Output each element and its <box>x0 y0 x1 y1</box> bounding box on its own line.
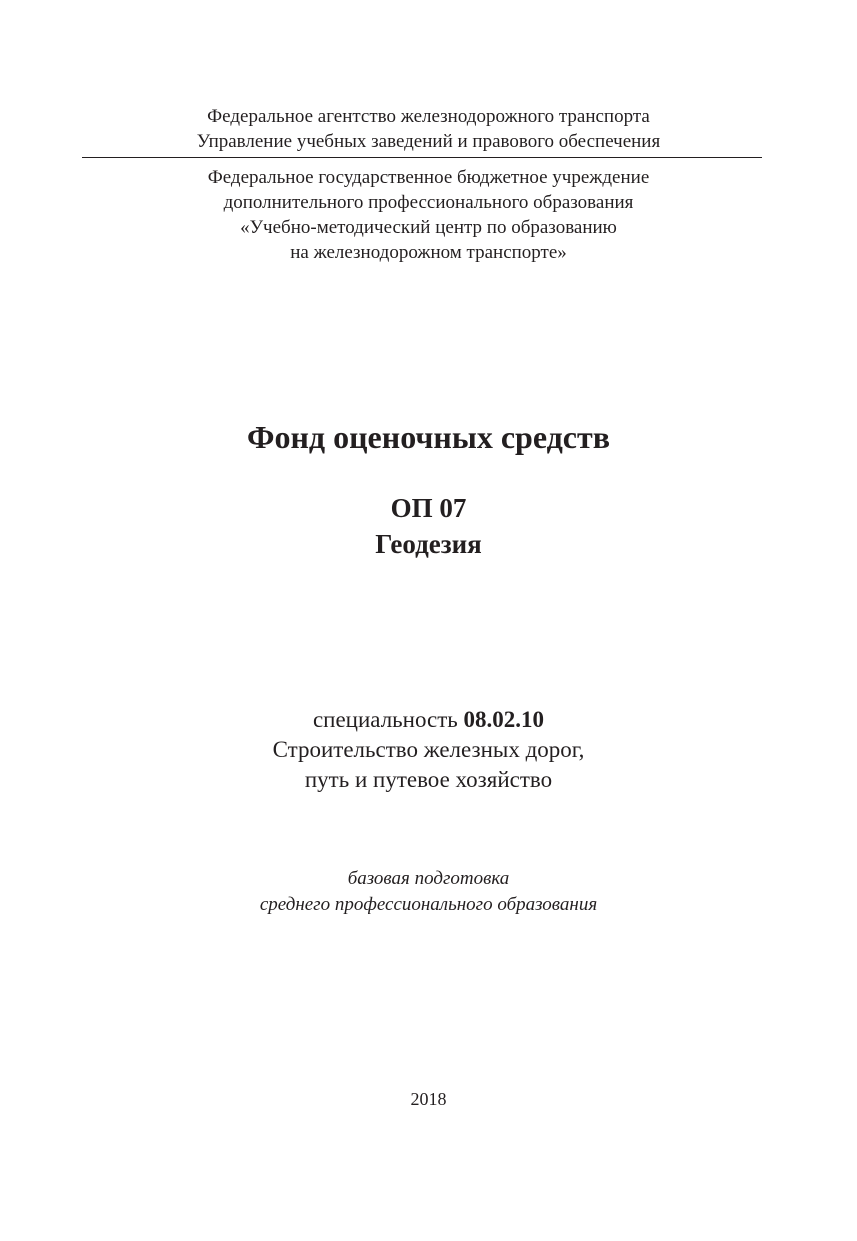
institution-line-4: на железнодорожном транспорте» <box>290 242 567 263</box>
publication-year: 2018 <box>410 1089 447 1109</box>
document-title: Фонд оценочных средств <box>247 419 610 455</box>
specialty-name-line-2: путь и путевое хозяйство <box>304 767 553 792</box>
institution-line-2: дополнительного профессионального образования <box>223 192 634 213</box>
department-name: Управление учебных заведений и правового обеспечения <box>196 131 661 152</box>
specialty-label: специальность <box>312 707 464 732</box>
specialty-block <box>0 705 857 795</box>
course-block <box>0 490 857 562</box>
agency-header <box>0 104 857 154</box>
course-name: Геодезия <box>375 529 482 559</box>
agency-name: Федеральное агентство железнодорожного транспорта <box>207 106 650 127</box>
education-level <box>0 866 857 918</box>
level-line-2: среднего профессионального образования <box>259 894 598 915</box>
institution-header <box>0 165 857 265</box>
header-divider <box>82 157 762 158</box>
institution-line-1: Федеральное государственное бюджетное учреждение <box>207 167 650 188</box>
course-code: ОП 07 <box>390 493 467 523</box>
institution-line-3: «Учебно-методический центр по образованию <box>240 217 617 238</box>
level-line-1: базовая подготовка <box>347 868 510 889</box>
specialty-code: 08.02.10 <box>463 707 545 732</box>
specialty-name-line-1: Строительство железных дорог, <box>272 737 585 762</box>
specialty-line <box>0 705 857 735</box>
